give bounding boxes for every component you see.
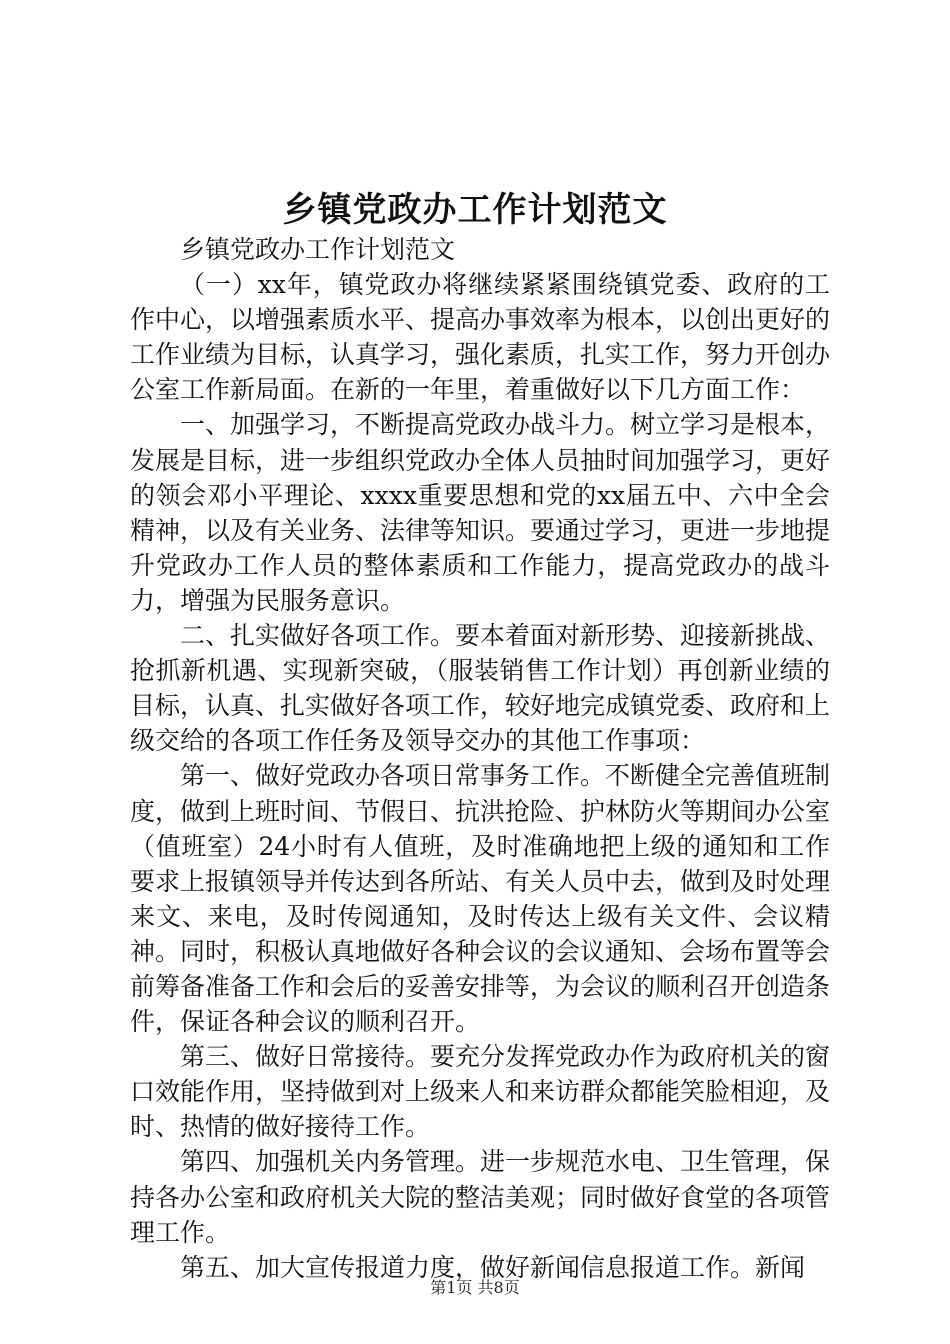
document-title: 乡镇党政办工作计划范文 — [282, 190, 668, 230]
paragraph-intro: （一）xx年，镇党政办将继续紧紧围绕镇党委、政府的工作中心，以增强素质水平、提高办事效率为根本，以创出更好的工作业绩为目标，认真学习，强化素质，扎实工作，努力开创办公室工作新局面。在新的一年里，着重做好以下几方面工作： — [130, 270, 831, 405]
paragraph-study: 一、加强学习，不断提高党政办战斗力。树立学习是根本，发展是目标，进一步组织党政办全体人员抽时间加强学习，更好的领会邓小平理论、xxxx重要思想和党的xx届五中、六中全会精神，以及有关业务、法律等知识。要通过学习，更进一步地提升党政办工作人员的整体素质和工作能力，提高党政办的战斗力，增强为民服务意识。 — [130, 410, 831, 615]
paragraph-internal-management: 第四、加强机关内务管理。进一步规范水电、卫生管理，保持各办公室和政府机关大院的整洁美观；同时做好食堂的各项管理工作。 — [130, 1147, 831, 1247]
paragraph-work: 二、扎实做好各项工作。要本着面对新形势、迎接新挑战、抢抓新机遇、实现新突破，（服装销售工作计划）再创新业绩的目标，认真、扎实做好各项工作，较好地完成镇党委、政府和上级交给的各项工作任务及领导交办的其他工作事项： — [130, 621, 831, 756]
page-footer: 第1页 共8页 — [430, 1278, 520, 1297]
paragraph-heading: 乡镇党政办工作计划范文 — [180, 235, 456, 264]
document-body — [130, 232, 830, 1285]
paragraph-reception: 第三、做好日常接待。要充分发挥党政办作为政府机关的窗口效能作用，坚持做到对上级来人和来访群众都能笑脸相迎，及时、热情的做好接待工作。 — [130, 1042, 831, 1142]
paragraph-daily-affairs: 第一、做好党政办各项日常事务工作。不断健全完善值班制度，做到上班时间、节假日、抗洪抢险、护林防火等期间办公室（值班室）24小时有人值班，及时准确地把上级的通知和工作要求上报镇领导并传达到各所站、有关人员中去，做到及时处理来文、来电，及时传阅通知，及时传达上级有关文件、会议精神。同时，积极认真地做好各种会议的会议通知、会场布置等会前筹备准备工作和会后的妥善安排等，为会议的顺利召开创造条件，保证各种会议的顺利召开。 — [130, 761, 831, 1037]
paragraph-publicity: 第五、加大宣传报道力度，做好新闻信息报道工作。新闻 — [180, 1252, 806, 1282]
